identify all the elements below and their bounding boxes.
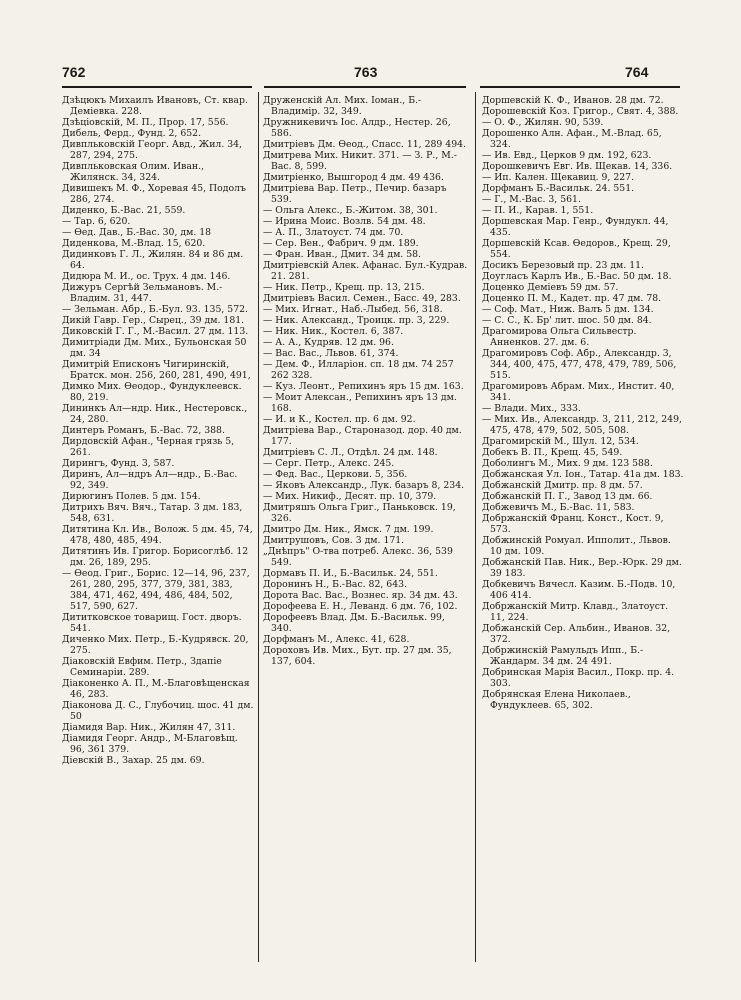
directory-entry: Дмитрева Мих. Никит. 371. — З. Р., М.-Вас. 8, 599. <box>263 150 457 172</box>
header-rule-middle <box>264 86 466 88</box>
directory-entry: — Ник. Ник., Костел. 6, 387. <box>263 326 404 337</box>
directory-entry: Дорошенко Алн. Афан., М.-Влад. 65, 324. <box>482 128 662 150</box>
directory-entry: Дорфманъ М., Алекс. 41, 628. <box>263 634 410 645</box>
directory-entry: „Днѣпръ" О-тва потреб. Алекс. 36, 539 549. <box>263 546 453 568</box>
page-number-right: 764 <box>625 64 649 80</box>
directory-entry: — Ник. Петр., Крещ. пр. 13, 215. <box>263 282 425 293</box>
directory-entry: Дзѣцюкъ Михаилъ Ивановъ, Ст. квар. Деміевка. 228. <box>62 95 248 117</box>
directory-entry: — Ип. Кален. Щекавиц. 9, 227. <box>482 172 635 183</box>
directory-entry: Диринъ, Ал—ндръ Ал—ндр., Б.-Вас. 92, 349. <box>62 469 238 491</box>
directory-entry: — Мих. Игнат., Наб.-Лыбед. 56, 318. <box>263 304 443 315</box>
directory-entry: Дмитріевскій Алек. Афанас. Бул.-Кудрав. 21. 281. <box>263 260 468 282</box>
directory-entry: Дороховъ Ив. Мих., Бут. пр. 27 дм. 35, 137, 604. <box>263 645 452 667</box>
directory-entry: Дмитріева Вар. Петр., Печир. базаръ 539. <box>263 183 447 205</box>
column-left <box>62 95 254 766</box>
directory-entry: Добжанская Ул. Іон., Татар. 41а дм. 183. <box>482 469 684 480</box>
directory-entry: Добринская Марія Васил., Покр. пр. 4. 303. <box>482 667 675 689</box>
directory-entry: Дитятина Кл. Ив., Волож. 5 дм. 45, 74, 478, 480, 485, 494. <box>62 524 253 546</box>
directory-entry: — Ѳеод. Григ., Борис. 12—14, 96, 237, 261, 280, 295, 377, 379, 381, 383, 384, 471, 462, 494, 486, 484, 502, 517, 590, 627. <box>62 568 250 612</box>
directory-entry: Добржанскій Франц. Конст., Кост. 9, 573. <box>482 513 664 535</box>
directory-entry: Димко Мих. Ѳеодор., Фундуклеевск. 80, 219. <box>62 381 242 403</box>
directory-entry: — Ив. Евд., Церков 9 дм. 192, 623. <box>482 150 652 161</box>
directory-entry: Дивишекъ М. Ф., Хоревая 45, Подолъ 286, 274. <box>62 183 246 205</box>
directory-entry: — Фран. Иван., Дмит. 34 дм. 58. <box>263 249 421 260</box>
directory-entry: — И. и К., Костел. пр. 6 дм. 92. <box>263 414 416 425</box>
directory-entry: Діамидя Георг. Андр., М-Благовѣщ. 96, 361 379. <box>62 733 238 755</box>
directory-entry: Драгомировъ Соф. Абр., Александр. 3, 344, 400, 475, 477, 478, 479, 789, 506, 515. <box>482 348 677 381</box>
directory-entry: Доршевскій Ксав. Ѳедоров., Крещ. 29, 554. <box>482 238 671 260</box>
directory-entry: Добекъ В. П., Крещ. 45, 549. <box>482 447 623 458</box>
directory-entry: Досикъ Березовый пр. 23 дм. 11. <box>482 260 644 271</box>
directory-entry: Диченко Мих. Петр., Б.-Кудрявск. 20, 275. <box>62 634 249 656</box>
directory-entry: Дорота Вас. Вас., Вознес. яр. 34 дм. 43. <box>263 590 458 601</box>
directory-entry: Драгомировъ Абрам. Мих., Инстит. 40, 341. <box>482 381 675 403</box>
directory-entry: Дитрихъ Вяч. Вяч., Татар. 3 дм. 183, 548, 631. <box>62 502 243 524</box>
directory-entry: Динтеръ Романъ, Б.-Вас. 72, 388. <box>62 425 225 436</box>
column-divider <box>475 92 476 962</box>
directory-entry: Добжанскій Пав. Ник., Вер.-Юрк. 29 дм. 39 183. <box>482 557 682 579</box>
directory-entry: — Моит Алексан., Репихинъ яръ 13 дм. 168. <box>263 392 457 414</box>
directory-entry: Дититковское товарищ. Гост. дворъ. 541. <box>62 612 242 634</box>
directory-entry: Дмитряшъ Ольга Григ., Паньковск. 19, 326. <box>263 502 456 524</box>
column-divider <box>258 92 259 962</box>
directory-entry: Добржинскій Рамульдъ Ипп., Б.-Жандарм. 34 дм. 24 491. <box>482 645 644 667</box>
directory-entry: — Куз. Леонт., Репихинъ яръ 15 дм. 163. <box>263 381 464 392</box>
directory-entry: Діаконова Д. С., Глубочиц. шос. 41 дм. 50 <box>62 700 254 722</box>
directory-entry: Добжанскій Дмитр. пр. 8 дм. 57. <box>482 480 643 491</box>
directory-entry: — Г., М.-Вас. 3, 561. <box>482 194 581 205</box>
directory-entry: Димитріади Дм. Мих., Бульонская 50 дм. 34 <box>62 337 247 359</box>
directory-entry: Дмитріевъ С. Л., Отдѣл. 24 дм. 148. <box>263 447 438 458</box>
directory-entry: Дижуръ Сергѣй Зельмановъ. М.-Владим. 31, 447. <box>62 282 223 304</box>
directory-entry: Дорошкевичъ Евг. Ив. Щекав. 14, 336. <box>482 161 673 172</box>
directory-entry: — Мих. Ив., Александр. 3, 211, 212, 249, 475, 478, 479, 502, 505, 508. <box>482 414 682 436</box>
directory-entry: Димитрій Еписконъ Чигиринскій, Братск. мон. 256, 260, 281, 490, 491, <box>62 359 251 381</box>
directory-entry: — Фед. Вас., Церкови. 5, 356. <box>263 469 408 480</box>
directory-entry: — Дем. Ф., Илларіон. сп. 18 дм. 74 257 262 328. <box>263 359 454 381</box>
page-number-middle: 763 <box>354 64 378 80</box>
directory-entry: Дмитріенко, Вышгород 4 дм. 49 436. <box>263 172 444 183</box>
directory-entry: — О. Ф., Жилян. 90, 539. <box>482 117 604 128</box>
header-rule-right <box>480 86 680 88</box>
directory-entry: Дзѣціовскій, М. П., Прор. 17, 556. <box>62 117 229 128</box>
page-number-left: 762 <box>62 64 86 80</box>
directory-entry: Доценко Демiевъ 59 дм. 57. <box>482 282 619 293</box>
directory-entry: — А. П., Златоуст. 74 дм. 70. <box>263 227 404 238</box>
directory-entry: Друженскій Ал. Мих. Іоман., Б.-Владимір. 32, 349. <box>263 95 422 117</box>
column-middle <box>263 95 468 667</box>
directory-entry: Діевскій В., Захар. 25 дм. 69. <box>62 755 205 766</box>
directory-entry: Диковскій Г. Г., М.-Васил. 27 дм. 113. <box>62 326 249 337</box>
directory-entry: — Сер. Вен., Фабрич. 9 дм. 189. <box>263 238 419 249</box>
directory-entry: Доронинъ Н., Б.-Вас. 82, 643. <box>263 579 407 590</box>
directory-entry: Добжанскій П. Г., Завод 13 дм. 66. <box>482 491 653 502</box>
directory-entry: Дорофеевъ Влад. Дм. Б.-Васильк. 99, 340. <box>263 612 445 634</box>
directory-entry: Добржанскій Митр. Клавд., Златоуст. 11, 224. <box>482 601 669 623</box>
directory-entry: Діаконенко А. П., М.-Благовѣщенская 46, 283. <box>62 678 250 700</box>
directory-entry: Дидинковъ Г. Л., Жилян. 84 и 86 дм. 64. <box>62 249 244 271</box>
directory-entry: Добжинскій Ромуал. Ипполит., Львов. 10 дм. 109. <box>482 535 671 557</box>
directory-entry: — Ольга Алекс., Б.-Житом. 38, 301. <box>263 205 438 216</box>
directory-entry: Дормавъ П. И., Б.-Васильк. 24, 551. <box>263 568 438 579</box>
directory-entry: Доугласъ Карлъ Ив., Б.-Вас. 50 дм. 18. <box>482 271 672 282</box>
directory-entry: — Тар. 6, 620. <box>62 216 131 227</box>
directory-entry: Дитятинъ Ив. Григор. Борисоглѣб. 12 дм. 26, 189, 295. <box>62 546 249 568</box>
directory-entry: Дивпльковская Олим. Иван., Жилянск. 34, 324. <box>62 161 205 183</box>
directory-entry: Добжевичъ М., Б.-Вас. 11, 583. <box>482 502 635 513</box>
directory-entry: — С. С., К. Бр' лит. шос. 50 дм. 84. <box>482 315 652 326</box>
directory-entry: Дорфманъ Б.-Васильк. 24. 551. <box>482 183 635 194</box>
directory-entry: Дмитріева Вар., Староназод. дор. 40 дм. 177. <box>263 425 462 447</box>
column-right <box>482 95 685 711</box>
directory-entry: Діамидя Вар. Ник., Жилян 47, 311. <box>62 722 236 733</box>
header-rule-left <box>62 86 252 88</box>
directory-entry: — Ник. Александ., Троицк. пр. 3, 229. <box>263 315 450 326</box>
directory-entry: Доболингъ М., Мих. 9 дм. 123 588. <box>482 458 653 469</box>
directory-entry: — А. А., Кудряв. 12 дм. 96. <box>263 337 394 348</box>
directory-entry: Драгомирскій М., Шул. 12, 534. <box>482 436 639 447</box>
directory-entry: Дибель, Ферд., Фунд. 2, 652. <box>62 128 202 139</box>
directory-entry: Дирюгинъ Полев. 5 дм. 154. <box>62 491 201 502</box>
directory-entry: Доршевскій К. Ф., Иванов. 28 дм. 72. <box>482 95 664 106</box>
directory-entry: Драгомирова Ольга Сильвестр. Анненков. 27. дм. 6. <box>482 326 637 348</box>
directory-entry: Диденкова, М.-Влад. 15, 620. <box>62 238 206 249</box>
directory-entry: — Соф. Мат., Ниж. Валъ 5 дм. 134. <box>482 304 654 315</box>
directory-entry: — П. И., Карав. 1, 551. <box>482 205 594 216</box>
directory-entry: Дмитріевъ Дм. Ѳеод., Спасс. 11, 289 494. <box>263 139 466 150</box>
directory-entry: — Ѳед. Дав., Б.-Вас. 30, дм. 18 <box>62 227 212 238</box>
directory-entry: Дмитрушовъ, Сов. 3 дм. 171. <box>263 535 405 546</box>
directory-entry: Дружникевичъ Іос. Алдр., Нестер. 26, 586. <box>263 117 451 139</box>
directory-entry: Добжанскій Сер. Альбин., Иванов. 32, 372. <box>482 623 671 645</box>
directory-entry: Дмитро Дм. Ник., Ямск. 7 дм. 199. <box>263 524 434 535</box>
directory-entry: Дмитріевъ Васил. Семен., Басс. 49, 283. <box>263 293 461 304</box>
directory-entry: — Ирина Моис. Возлв. 54 дм. 48. <box>263 216 426 227</box>
directory-entry: Дивпльковскій Георг. Авд., Жил. 34, 287, 294, 275. <box>62 139 243 161</box>
directory-entry: — Серг. Петр., Алекс. 245. <box>263 458 395 469</box>
directory-entry: — Вас. Вас., Львов. 61, 374. <box>263 348 399 359</box>
directory-entry: Дорошевскій Коз. Григор., Свят. 4, 388. <box>482 106 679 117</box>
directory-entry: — Яковъ Александр., Лук. базаръ 8, 234. <box>263 480 465 491</box>
directory-entry: Добкевичъ Вячесл. Казим. Б.-Подв. 10, 406 414. <box>482 579 676 601</box>
directory-entry: Диденко, Б.-Вас. 21, 559. <box>62 205 186 216</box>
directory-entry: — Зельман. Абр., Б.-Бул. 93. 135, 572. <box>62 304 248 315</box>
directory-entry: Дорофеева Е. Н., Леванд. 6 дм. 76, 102. <box>263 601 458 612</box>
directory-entry: Добрянская Елена Николаев., Фундуклеев. 65, 302. <box>482 689 631 711</box>
directory-entry: Дининкъ Ал—ндр. Ник., Нестеровск., 24, 280. <box>62 403 248 425</box>
directory-entry: Дидюра М. И., ос. Трух. 4 дм. 146. <box>62 271 231 282</box>
directory-entry: Діаковскій Евфим. Петр., Здапіе Семинаріи. 289. <box>62 656 222 678</box>
directory-entry: Доценко П. М., Кадет. пр. 47 дм. 78. <box>482 293 662 304</box>
directory-entry: — Мих. Никиф., Десят. пр. 10, 379. <box>263 491 437 502</box>
directory-entry: Доршевская Мар. Генр., Фундукл. 44, 435. <box>482 216 669 238</box>
directory-entry: Дикій Гавр. Гер., Сырец., 39 дм. 181. <box>62 315 245 326</box>
directory-entry: — Влади. Мих., 333. <box>482 403 581 414</box>
directory-entry: Дирингъ, Фунд. 3, 587. <box>62 458 175 469</box>
directory-entry: Дирдовскій Афан., Черная грязь 5, 261. <box>62 436 235 458</box>
